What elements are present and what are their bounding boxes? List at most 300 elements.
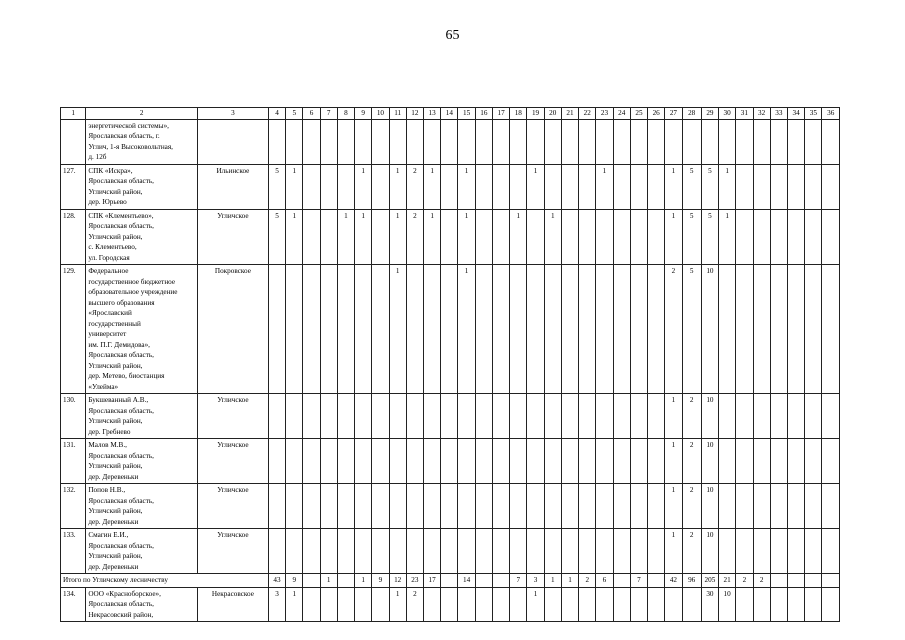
value-cell: 1 [665,164,682,209]
value-cell [613,587,630,622]
value-cell [441,529,458,574]
row-number: 127. [61,164,86,209]
value-cell: 1 [286,164,303,209]
value-cell [805,587,822,622]
value-cell [337,529,354,574]
value-cell [770,265,787,394]
value-cell [630,484,647,529]
value-cell [579,119,596,164]
value-cell: 1 [596,164,613,209]
organization-line: ул. Городская [88,253,130,262]
value-cell [561,439,578,484]
value-cell [320,164,337,209]
value-cell: 2 [753,574,770,588]
value-cell: 5 [682,265,701,394]
value-cell: 2 [682,484,701,529]
value-cell: 2 [406,164,423,209]
value-cell: 1 [458,164,475,209]
value-cell: 2 [406,209,423,265]
value-cell [544,587,561,622]
value-cell [770,587,787,622]
value-cell: 2 [682,394,701,439]
value-cell [613,265,630,394]
value-cell [303,209,320,265]
column-header: 30 [719,108,736,120]
value-cell [441,265,458,394]
organization-line: государственный [88,319,141,328]
value-cell [613,394,630,439]
value-cell: 10 [701,484,718,529]
value-cell [544,265,561,394]
organization-line: Угличский район, [88,417,143,425]
value-cell [770,164,787,209]
value-cell [355,439,372,484]
value-cell: 3 [268,587,285,622]
value-cell [805,209,822,265]
value-cell [544,439,561,484]
table-row [61,529,840,574]
organization-line: Федеральное [88,267,129,275]
value-cell: 5 [268,209,285,265]
value-cell [787,574,804,588]
organization-line: Угличский район, [88,552,143,560]
value-cell [648,574,665,588]
value-cell [424,587,441,622]
value-cell [665,119,682,164]
column-header: 33 [770,108,787,120]
value-cell [475,439,492,484]
value-cell [441,574,458,588]
column-header: 22 [579,108,596,120]
column-header: 21 [561,108,578,120]
value-cell: 10 [701,439,718,484]
value-cell: 1 [665,484,682,529]
value-cell [787,529,804,574]
value-cell [320,529,337,574]
value-cell: 1 [719,164,736,209]
value-cell [372,484,389,529]
value-cell [355,119,372,164]
table-row [61,484,840,529]
table-row [61,164,840,209]
column-header: 15 [458,108,475,120]
organization-cell [86,164,198,209]
value-cell [303,574,320,588]
value-cell [424,529,441,574]
value-cell: 1 [665,529,682,574]
value-cell [286,119,303,164]
value-cell [613,574,630,588]
value-cell [596,439,613,484]
value-cell [561,265,578,394]
value-cell [527,265,544,394]
value-cell [579,587,596,622]
value-cell: 96 [682,574,701,588]
value-cell [736,209,753,265]
value-cell [805,394,822,439]
column-header: 17 [492,108,509,120]
column-header: 19 [527,108,544,120]
value-cell [822,394,840,439]
value-cell [561,394,578,439]
value-cell: 1 [665,394,682,439]
value-cell [770,394,787,439]
value-cell: 2 [736,574,753,588]
value-cell [441,209,458,265]
value-cell: 205 [701,574,718,588]
column-header: 8 [337,108,354,120]
value-cell [630,119,647,164]
value-cell: 1 [389,265,406,394]
value-cell [303,529,320,574]
value-cell [736,439,753,484]
value-cell: 1 [510,209,527,265]
organization-line: дер. Деревеньки [88,517,139,526]
column-header: 6 [303,108,320,120]
value-cell [579,394,596,439]
value-cell: 23 [406,574,423,588]
value-cell: 2 [406,587,423,622]
value-cell [787,439,804,484]
value-cell: 12 [389,574,406,588]
value-cell [355,265,372,394]
column-header: 10 [372,108,389,120]
value-cell [492,265,509,394]
column-header: 27 [665,108,682,120]
value-cell [475,587,492,622]
value-cell [406,484,423,529]
value-cell [458,119,475,164]
value-cell [822,164,840,209]
value-cell [527,439,544,484]
value-cell [719,529,736,574]
value-cell [770,574,787,588]
table-row [61,209,840,265]
value-cell [648,529,665,574]
value-cell [286,394,303,439]
value-cell [492,484,509,529]
organization-line: Угличский район, [88,232,143,241]
value-cell [424,394,441,439]
value-cell [441,394,458,439]
column-header: 24 [613,108,630,120]
value-cell: 1 [389,164,406,209]
forestry-table [60,107,840,622]
district-cell: Угличское [197,484,268,529]
value-cell [337,484,354,529]
table-row [61,439,840,484]
value-cell [355,529,372,574]
value-cell [475,484,492,529]
value-cell: 1 [286,587,303,622]
value-cell [337,439,354,484]
value-cell [303,484,320,529]
value-cell: 10 [701,529,718,574]
value-cell [736,484,753,529]
value-cell: 2 [682,439,701,484]
organization-line: Ярославская область, [88,406,154,415]
column-header: 35 [805,108,822,120]
value-cell [337,164,354,209]
value-cell: 1 [719,209,736,265]
value-cell [719,484,736,529]
value-cell [805,529,822,574]
organization-line: университет [88,330,127,338]
value-cell [579,265,596,394]
value-cell [320,265,337,394]
value-cell: 14 [458,574,475,588]
value-cell [613,209,630,265]
district-cell: Угличское [197,439,268,484]
value-cell [320,587,337,622]
value-cell [337,394,354,439]
column-header: 32 [753,108,770,120]
value-cell [510,164,527,209]
value-cell [406,529,423,574]
row-number: 132. [61,484,86,529]
organization-cell [86,587,198,622]
value-cell [510,484,527,529]
district-cell: Некрасовское [197,587,268,622]
value-cell [613,164,630,209]
table-row [61,394,840,439]
organization-line: энергетической системы», [88,121,169,130]
value-cell: 10 [701,394,718,439]
column-header: 5 [286,108,303,120]
value-cell [458,529,475,574]
value-cell [719,265,736,394]
value-cell [355,484,372,529]
value-cell [805,164,822,209]
district-cell: Угличское [197,529,268,574]
value-cell [510,529,527,574]
value-cell [424,265,441,394]
value-cell [822,574,840,588]
value-cell [441,587,458,622]
value-cell [424,484,441,529]
value-cell [630,209,647,265]
value-cell [630,439,647,484]
value-cell [701,119,718,164]
value-cell [475,164,492,209]
value-cell [337,119,354,164]
value-cell [561,587,578,622]
value-cell [648,587,665,622]
organization-cell [86,119,198,164]
value-cell [596,394,613,439]
value-cell [770,119,787,164]
organization-line: СПК «Клементьево», [88,211,154,220]
value-cell [805,119,822,164]
value-cell [372,209,389,265]
value-cell: 2 [665,265,682,394]
organization-cell [86,265,198,394]
organization-line: дер. Деревеньки [88,472,139,481]
value-cell: 1 [544,209,561,265]
value-cell [596,119,613,164]
value-cell: 1 [355,574,372,588]
value-cell: 1 [665,439,682,484]
value-cell [682,119,701,164]
value-cell [630,394,647,439]
value-cell [510,119,527,164]
value-cell [320,394,337,439]
value-cell [753,439,770,484]
row-number: 131. [61,439,86,484]
value-cell [630,587,647,622]
value-cell [372,439,389,484]
value-cell [372,164,389,209]
value-cell: 17 [424,574,441,588]
table-row [61,119,840,164]
value-cell [682,587,701,622]
value-cell [613,529,630,574]
page-number: 65 [445,28,460,43]
value-cell [303,394,320,439]
value-cell [510,265,527,394]
value-cell [736,119,753,164]
district-cell: Угличское [197,394,268,439]
organization-cell [86,529,198,574]
organization-line: образовательное учреждение [88,288,178,296]
organization-line: д. 12б [88,153,107,161]
value-cell [475,119,492,164]
value-cell [561,529,578,574]
value-cell [372,529,389,574]
value-cell [303,265,320,394]
column-header: 1 [61,108,86,120]
value-cell: 1 [665,209,682,265]
value-cell: 1 [320,574,337,588]
row-number: 133. [61,529,86,574]
value-cell [648,394,665,439]
value-cell [753,484,770,529]
value-cell [424,119,441,164]
value-cell [613,439,630,484]
organization-line: дер. Юрьево [88,198,127,206]
value-cell [648,164,665,209]
value-cell [268,394,285,439]
value-cell [648,484,665,529]
value-cell [822,484,840,529]
value-cell [458,394,475,439]
value-cell [510,394,527,439]
organization-line: ООО «Красноборское», [88,589,161,598]
value-cell [372,394,389,439]
value-cell [286,484,303,529]
value-cell [372,119,389,164]
value-cell [613,119,630,164]
value-cell [753,265,770,394]
value-cell [822,529,840,574]
value-cell [389,439,406,484]
value-cell [337,265,354,394]
value-cell [389,119,406,164]
organization-line: Некрасовский район, [88,610,154,619]
value-cell [303,119,320,164]
value-cell [475,265,492,394]
value-cell [372,265,389,394]
column-header: 34 [787,108,804,120]
value-cell [475,209,492,265]
value-cell: 5 [268,164,285,209]
value-cell [492,529,509,574]
organization-line: Угличский район, [88,462,143,470]
value-cell [510,439,527,484]
value-cell: 7 [510,574,527,588]
value-cell [544,394,561,439]
organization-line: Ярославская область, [88,451,154,460]
value-cell [527,209,544,265]
value-cell [719,119,736,164]
value-cell: 10 [701,265,718,394]
value-cell [406,394,423,439]
column-header: 9 [355,108,372,120]
value-cell [268,119,285,164]
column-header: 7 [320,108,337,120]
value-cell [544,484,561,529]
organization-cell [86,394,198,439]
value-cell [736,529,753,574]
value-cell [719,394,736,439]
value-cell [355,587,372,622]
value-cell: 5 [682,164,701,209]
value-cell [406,265,423,394]
value-cell [424,439,441,484]
organization-line: Ярославская область, [88,351,154,359]
value-cell [320,119,337,164]
value-cell: 1 [527,587,544,622]
column-header: 4 [268,108,285,120]
value-cell: 1 [337,209,354,265]
value-cell: 2 [682,529,701,574]
value-cell [389,529,406,574]
value-cell [561,209,578,265]
value-cell [719,439,736,484]
value-cell [596,484,613,529]
value-cell [492,587,509,622]
value-cell [648,439,665,484]
value-cell: 30 [701,587,718,622]
value-cell [527,529,544,574]
value-cell: 6 [596,574,613,588]
value-cell [268,484,285,529]
column-header: 36 [822,108,840,120]
organization-line: Угличский район, [88,361,143,370]
value-cell [303,587,320,622]
organization-line: дер. Гребнево [88,427,131,436]
value-cell [822,265,840,394]
value-cell [492,164,509,209]
value-cell: 3 [527,574,544,588]
value-cell [753,119,770,164]
value-cell [561,164,578,209]
value-cell: 2 [579,574,596,588]
value-cell [527,394,544,439]
value-cell [753,209,770,265]
column-header: 16 [475,108,492,120]
organization-line: с. Клементьево, [88,243,137,251]
value-cell [492,574,509,588]
value-cell [544,529,561,574]
value-cell: 1 [389,587,406,622]
column-header: 14 [441,108,458,120]
value-cell: 43 [268,574,285,588]
value-cell [787,209,804,265]
value-cell [630,164,647,209]
value-cell: 9 [372,574,389,588]
value-cell [736,587,753,622]
